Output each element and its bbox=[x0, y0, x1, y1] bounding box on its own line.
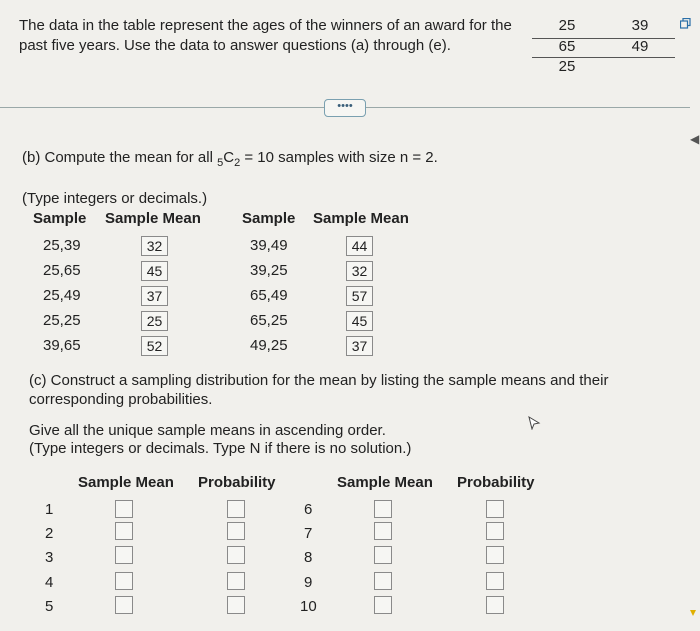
part-b-suffix: = 10 samples with size n = 2. bbox=[240, 149, 438, 166]
combination-symbol: C bbox=[223, 149, 235, 166]
sample-mean-input[interactable]: 37 bbox=[141, 286, 168, 306]
dist-prob-input[interactable] bbox=[227, 500, 245, 518]
sample-label: 65,49 bbox=[250, 287, 288, 304]
dist-mean-input[interactable] bbox=[374, 500, 392, 518]
sample-label: 49,25 bbox=[250, 337, 288, 354]
header-sample-mean-left: Sample Mean bbox=[105, 210, 201, 227]
part-c-hint-2: (Type integers or decimals. Type N if there is no solution.) bbox=[29, 440, 412, 457]
chevron-left-icon[interactable]: ◀ bbox=[690, 132, 700, 146]
sample-label: 39,49 bbox=[250, 237, 288, 254]
dist-prob-input[interactable] bbox=[227, 596, 245, 614]
dist-prob-input[interactable] bbox=[486, 500, 504, 518]
dist-mean-input[interactable] bbox=[374, 596, 392, 614]
row-number: 5 bbox=[45, 598, 54, 615]
data-cell: 25 bbox=[558, 58, 576, 75]
dist-mean-input[interactable] bbox=[115, 522, 133, 540]
header-sample-mean-right: Sample Mean bbox=[313, 210, 409, 227]
sample-mean-input[interactable]: 25 bbox=[141, 311, 168, 331]
problem-line-2: past five years. Use the data to answer questions (a) through (e). bbox=[19, 37, 451, 54]
row-number: 7 bbox=[304, 525, 313, 542]
dist-prob-input[interactable] bbox=[486, 546, 504, 564]
sample-mean-input[interactable]: 32 bbox=[141, 236, 168, 256]
dist-mean-input[interactable] bbox=[374, 546, 392, 564]
dist-prob-input[interactable] bbox=[486, 522, 504, 540]
sample-label: 25,49 bbox=[43, 287, 81, 304]
dist-prob-input[interactable] bbox=[227, 522, 245, 540]
row-number: 2 bbox=[45, 525, 54, 542]
row-number: 4 bbox=[45, 574, 54, 591]
dist-mean-input[interactable] bbox=[374, 522, 392, 540]
row-number: 1 bbox=[45, 501, 54, 518]
dist-mean-input[interactable] bbox=[374, 572, 392, 590]
sample-label: 39,25 bbox=[250, 262, 288, 279]
sample-mean-input[interactable]: 57 bbox=[346, 286, 373, 306]
data-cell: 39 bbox=[631, 17, 649, 34]
part-c-line-2: corresponding probabilities. bbox=[29, 391, 213, 408]
data-cell: 65 bbox=[558, 38, 576, 55]
row-number: 3 bbox=[45, 549, 54, 566]
sample-label: 39,65 bbox=[43, 337, 81, 354]
sample-label: 25,39 bbox=[43, 237, 81, 254]
part-b-question bbox=[22, 149, 438, 169]
sample-label: 65,25 bbox=[250, 312, 288, 329]
sample-mean-input[interactable]: 45 bbox=[141, 261, 168, 281]
problem-statement bbox=[19, 16, 519, 56]
row-number: 10 bbox=[300, 598, 317, 615]
dist-prob-input[interactable] bbox=[486, 572, 504, 590]
sample-mean-input[interactable]: 52 bbox=[141, 336, 168, 356]
dist-prob-input[interactable] bbox=[227, 546, 245, 564]
part-c-hint-1: Give all the unique sample means in ascending order. bbox=[29, 422, 386, 439]
part-b-hint: (Type integers or decimals.) bbox=[22, 190, 208, 207]
dist-prob-input[interactable] bbox=[227, 572, 245, 590]
sample-label: 25,25 bbox=[43, 312, 81, 329]
copy-icon[interactable] bbox=[680, 18, 691, 29]
sample-mean-input[interactable]: 45 bbox=[346, 311, 373, 331]
combination-n: 5 bbox=[217, 157, 224, 169]
header-dist-prob-left: Probability bbox=[198, 474, 276, 491]
row-number: 9 bbox=[304, 574, 313, 591]
dist-mean-input[interactable] bbox=[115, 546, 133, 564]
part-c-hint bbox=[29, 422, 449, 458]
row-number: 8 bbox=[304, 549, 313, 566]
expand-more-button[interactable]: •••• bbox=[324, 99, 366, 117]
row-number: 6 bbox=[304, 501, 313, 518]
problem-line-1: The data in the table represent the ages of the winners of an award for the bbox=[19, 17, 512, 34]
scroll-down-icon[interactable] bbox=[690, 608, 696, 618]
sample-mean-input[interactable]: 44 bbox=[346, 236, 373, 256]
dist-mean-input[interactable] bbox=[115, 500, 133, 518]
data-cell: 25 bbox=[558, 17, 576, 34]
combination-r: 2 bbox=[234, 157, 241, 169]
header-sample-right: Sample bbox=[242, 210, 296, 227]
part-b-prefix: (b) Compute the mean for all bbox=[22, 149, 218, 166]
header-dist-prob-right: Probability bbox=[457, 474, 535, 491]
header-dist-mean-right: Sample Mean bbox=[337, 474, 433, 491]
part-c-question bbox=[29, 371, 609, 409]
header-sample-left: Sample bbox=[33, 210, 87, 227]
mouse-cursor-icon bbox=[527, 416, 541, 430]
data-cell: 49 bbox=[631, 38, 649, 55]
dist-mean-input[interactable] bbox=[115, 572, 133, 590]
dist-prob-input[interactable] bbox=[486, 596, 504, 614]
sample-mean-input[interactable]: 37 bbox=[346, 336, 373, 356]
sample-mean-input[interactable]: 32 bbox=[346, 261, 373, 281]
header-dist-mean-left: Sample Mean bbox=[78, 474, 174, 491]
sample-label: 25,65 bbox=[43, 262, 81, 279]
part-c-line-1: (c) Construct a sampling distribution for the mean by listing the sample means and their bbox=[29, 372, 609, 389]
dist-mean-input[interactable] bbox=[115, 596, 133, 614]
